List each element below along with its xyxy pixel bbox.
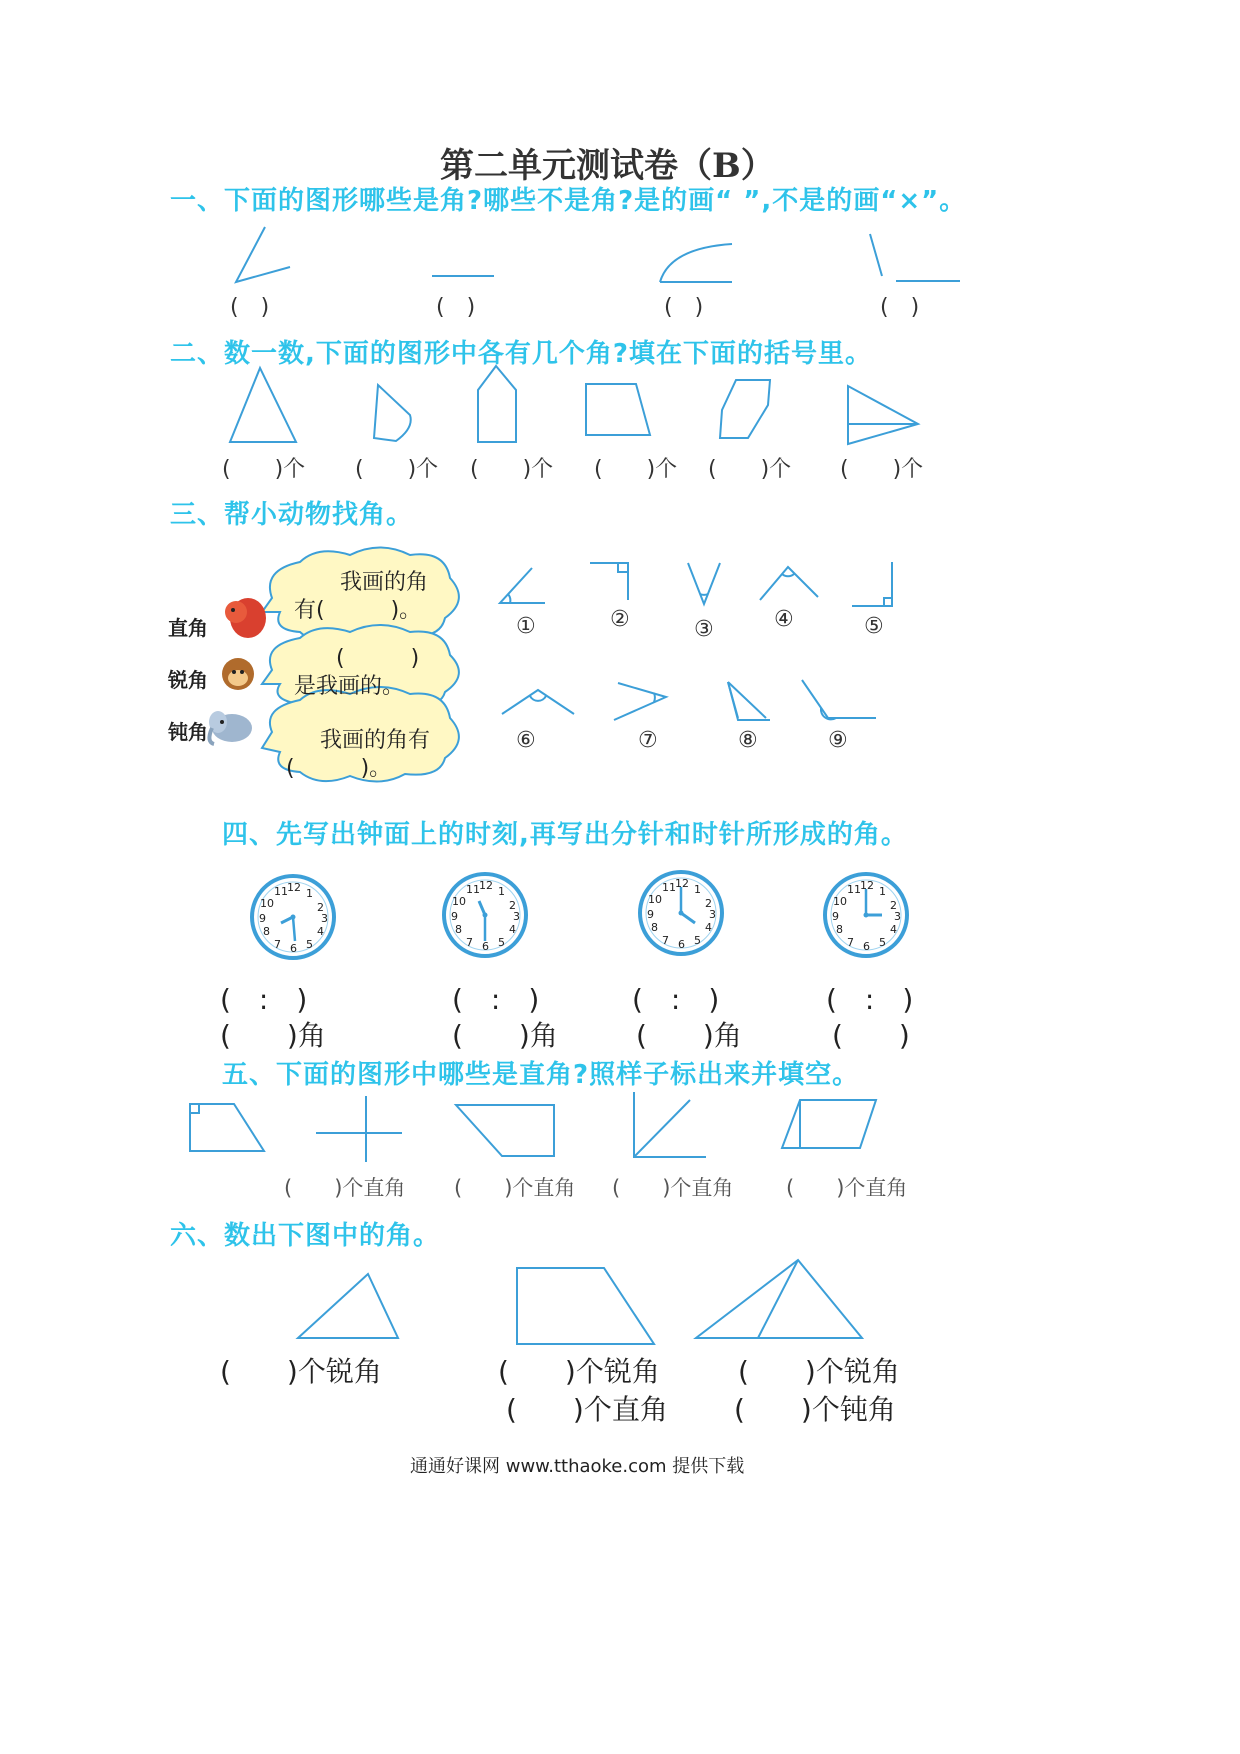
svg-text:8: 8 xyxy=(455,923,462,936)
svg-text:8: 8 xyxy=(263,925,270,938)
svg-text:10: 10 xyxy=(833,895,847,908)
svg-text:9: 9 xyxy=(832,910,839,923)
svg-text:8: 8 xyxy=(651,921,658,934)
svg-text:2: 2 xyxy=(509,899,516,912)
clock3-time-blank[interactable]: ( : ) xyxy=(632,983,720,1016)
angle-number-9: ⑨ xyxy=(828,728,848,753)
svg-text:3: 3 xyxy=(894,910,901,923)
bubble-right-line1: 我画的角 xyxy=(340,570,429,595)
section5-blank-2[interactable]: ( )个直角 xyxy=(454,1176,576,1200)
section2-blank-6[interactable]: ( )个 xyxy=(840,457,924,482)
section1-blank-4[interactable]: ( ) xyxy=(880,295,920,320)
section6-heading: 六、数出下图中的角。 xyxy=(170,1221,441,1251)
svg-text:2: 2 xyxy=(890,899,897,912)
section2-blank-3[interactable]: ( )个 xyxy=(470,457,554,482)
svg-text:7: 7 xyxy=(466,936,473,949)
svg-text:6: 6 xyxy=(482,940,489,953)
footer-credit: 通通好课网 www.tthaoke.com 提供下载 xyxy=(410,1456,745,1477)
svg-text:4: 4 xyxy=(890,923,897,936)
svg-text:1: 1 xyxy=(306,887,313,900)
angle-number-1: ① xyxy=(516,614,536,639)
svg-text:3: 3 xyxy=(321,912,328,925)
svg-text:4: 4 xyxy=(509,923,516,936)
svg-text:3: 3 xyxy=(709,908,716,921)
svg-text:7: 7 xyxy=(662,934,669,947)
section5-blank-4[interactable]: ( )个直角 xyxy=(786,1176,908,1200)
section5-blank-3[interactable]: ( )个直角 xyxy=(612,1176,734,1200)
label-right-angle: 直角 xyxy=(168,616,208,640)
svg-text:2: 2 xyxy=(705,897,712,910)
svg-text:4: 4 xyxy=(705,921,712,934)
label-acute-angle: 锐角 xyxy=(168,668,208,692)
section2-blank-5[interactable]: ( )个 xyxy=(708,457,792,482)
section6-blank-1[interactable]: ( )个锐角 xyxy=(220,1355,382,1388)
svg-text:7: 7 xyxy=(274,938,281,951)
section1-blank-2[interactable]: ( ) xyxy=(436,295,476,320)
angle-number-8: ⑧ xyxy=(738,728,758,753)
page-title: 第二单元测试卷（B） xyxy=(440,146,775,186)
svg-text:12: 12 xyxy=(675,877,689,890)
section2-blank-2[interactable]: ( )个 xyxy=(355,457,439,482)
section1-heading: 一、下面的图形哪些是角?哪些不是角?是的画“ ”,不是的画“×”。 xyxy=(170,186,967,216)
section3-heading: 三、帮小动物找角。 xyxy=(170,500,414,530)
svg-text:9: 9 xyxy=(451,910,458,923)
bubble-acute-line2: 是我画的。 xyxy=(294,674,405,699)
svg-text:9: 9 xyxy=(259,912,266,925)
label-obtuse-angle: 钝角 xyxy=(168,720,208,744)
section6-blank-4[interactable]: ( )个锐角 xyxy=(738,1355,900,1388)
section2-blank-4[interactable]: ( )个 xyxy=(594,457,678,482)
svg-text:5: 5 xyxy=(306,938,313,951)
section6-blank-5[interactable]: ( )个钝角 xyxy=(734,1393,896,1426)
svg-text:2: 2 xyxy=(317,901,324,914)
svg-text:8: 8 xyxy=(836,923,843,936)
svg-text:12: 12 xyxy=(479,879,493,892)
section4-heading: 四、先写出钟面上的时刻,再写出分针和时针所形成的角。 xyxy=(222,820,908,850)
section6-blank-3[interactable]: ( )个直角 xyxy=(506,1393,668,1426)
svg-text:10: 10 xyxy=(260,897,274,910)
svg-text:9: 9 xyxy=(647,908,654,921)
svg-text:6: 6 xyxy=(678,938,685,951)
svg-text:5: 5 xyxy=(694,934,701,947)
angle-number-4: ④ xyxy=(774,607,794,632)
section6-blank-2[interactable]: ( )个锐角 xyxy=(498,1355,660,1388)
angle-number-2: ② xyxy=(610,607,630,632)
svg-text:12: 12 xyxy=(860,879,874,892)
svg-text:10: 10 xyxy=(452,895,466,908)
bubble-obtuse-line1: 我画的角有 xyxy=(320,728,431,753)
svg-text:11: 11 xyxy=(662,881,676,894)
clock1-time-blank[interactable]: ( : ) xyxy=(220,983,308,1016)
clock2-angle-blank[interactable]: ( )角 xyxy=(452,1019,558,1052)
section1-blank-3[interactable]: ( ) xyxy=(664,295,704,320)
svg-text:10: 10 xyxy=(648,893,662,906)
svg-text:11: 11 xyxy=(466,883,480,896)
svg-text:1: 1 xyxy=(498,885,505,898)
angle-number-7: ⑦ xyxy=(638,728,658,753)
svg-text:4: 4 xyxy=(317,925,324,938)
svg-text:5: 5 xyxy=(498,936,505,949)
svg-text:11: 11 xyxy=(847,883,861,896)
bubble-right-line2: 有( )。 xyxy=(294,598,422,623)
section2-blank-1[interactable]: ( )个 xyxy=(222,457,306,482)
svg-text:7: 7 xyxy=(847,936,854,949)
angle-number-6: ⑥ xyxy=(516,728,536,753)
clock2-time-blank[interactable]: ( : ) xyxy=(452,983,540,1016)
section1-blank-1[interactable]: ( ) xyxy=(230,295,270,320)
svg-text:5: 5 xyxy=(879,936,886,949)
angle-number-5: ⑤ xyxy=(864,614,884,639)
section5-heading: 五、下面的图形中哪些是直角?照样子标出来并填空。 xyxy=(222,1060,860,1090)
bubble-obtuse-line2: ( )。 xyxy=(286,756,392,781)
section2-heading: 二、数一数,下面的图形中各有几个角?填在下面的括号里。 xyxy=(170,339,872,369)
clock4-time-blank[interactable]: ( : ) xyxy=(826,983,914,1016)
svg-text:12: 12 xyxy=(287,881,301,894)
svg-text:11: 11 xyxy=(274,885,288,898)
clock4-angle-blank[interactable]: ( ) xyxy=(832,1019,910,1052)
svg-text:3: 3 xyxy=(513,910,520,923)
clock3-angle-blank[interactable]: ( )角 xyxy=(636,1019,742,1052)
bubble-acute-line1: ( ) xyxy=(336,646,420,671)
svg-text:6: 6 xyxy=(290,942,297,955)
section5-blank-1[interactable]: ( )个直角 xyxy=(284,1176,406,1200)
clock1-angle-blank[interactable]: ( )角 xyxy=(220,1019,326,1052)
angle-number-3: ③ xyxy=(694,617,714,642)
svg-text:1: 1 xyxy=(694,883,701,896)
svg-text:6: 6 xyxy=(863,940,870,953)
svg-text:1: 1 xyxy=(879,885,886,898)
